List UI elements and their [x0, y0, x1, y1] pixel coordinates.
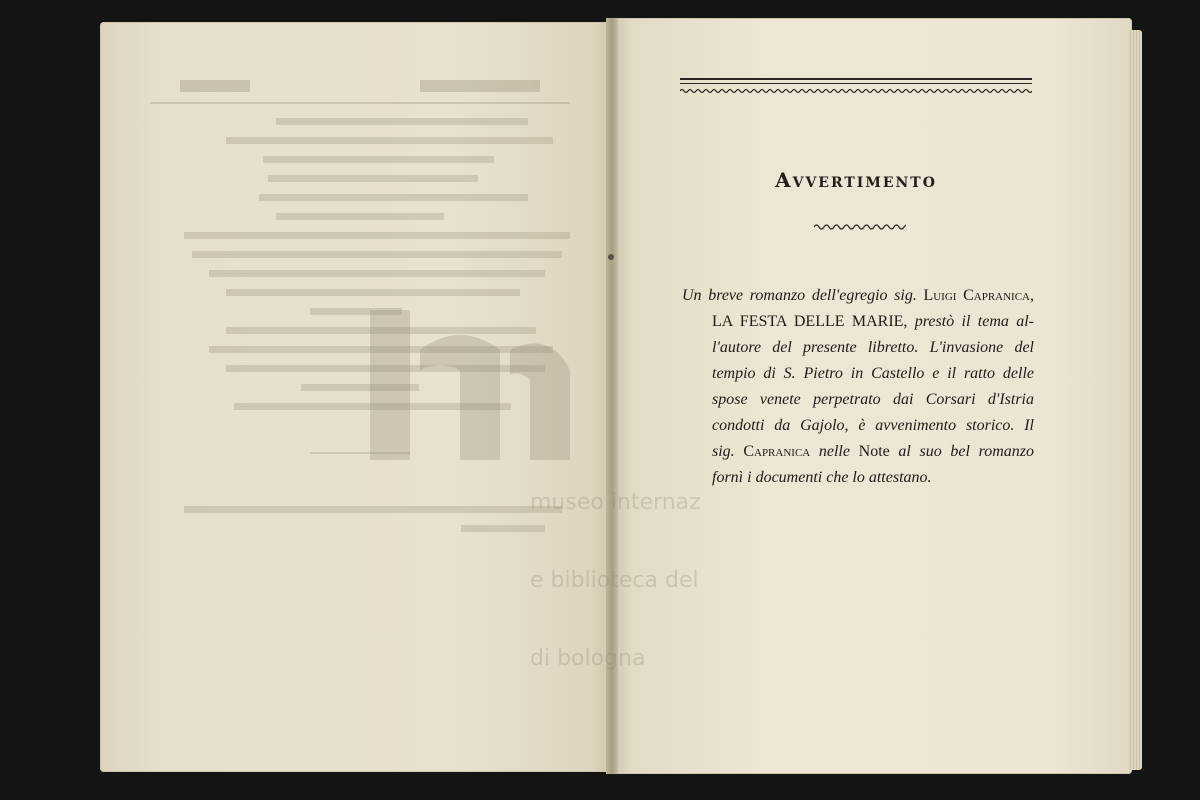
paragraph-line: [682, 465, 1034, 491]
watermark-line: museo internaz: [530, 490, 701, 515]
paragraph-line: [682, 309, 1034, 335]
text-run: Un breve romanzo dell'egregio sig.: [682, 287, 924, 304]
notice-paragraph: [682, 283, 1034, 491]
watermark-line: e biblioteca del: [530, 568, 699, 593]
paragraph-line: [682, 283, 1034, 309]
museum-watermark: [370, 290, 701, 671]
text-run: LA FESTA DELLE MARIE,: [712, 313, 915, 330]
top-rule-thin: [680, 83, 1032, 84]
page-heading: Avvertimento: [775, 168, 937, 192]
text-run: fornì i documenti che lo attestano.: [712, 469, 932, 486]
page-stack-edge: [1128, 30, 1142, 770]
heading-wavy-ornament: [814, 222, 906, 232]
text-run: tempio di S. Pietro in Castello e il ratto delle: [712, 365, 1034, 382]
top-wavy-rule: [680, 86, 1032, 96]
paragraph-line: [682, 335, 1034, 361]
text-run: sig.: [712, 443, 744, 460]
top-rule-thick: [680, 78, 1032, 80]
paragraph-line: [682, 439, 1034, 465]
paragraph-line: [682, 361, 1034, 387]
text-run: Capranica: [743, 443, 811, 460]
watermark-line: di bologna: [530, 646, 646, 671]
text-run: spose venete perpetrato dai Corsari d'Istria: [712, 391, 1034, 408]
paragraph-line: [682, 413, 1034, 439]
text-run: l'autore del presente libretto. L'invasione del: [712, 339, 1034, 356]
paragraph-line: [682, 387, 1034, 413]
text-run: Luigi Capranica,: [923, 287, 1034, 304]
text-run: condotti da Gajolo, è avvenimento storico. Il: [712, 417, 1034, 434]
text-run: al suo bel romanzo: [889, 443, 1034, 460]
binding-hole: [608, 254, 614, 260]
watermark-text: [530, 438, 701, 724]
watermark-logo-icon: [370, 290, 570, 460]
text-run: prestò il tema al-: [914, 313, 1034, 330]
text-run: nelle: [810, 443, 859, 460]
text-run: Note: [858, 443, 890, 460]
